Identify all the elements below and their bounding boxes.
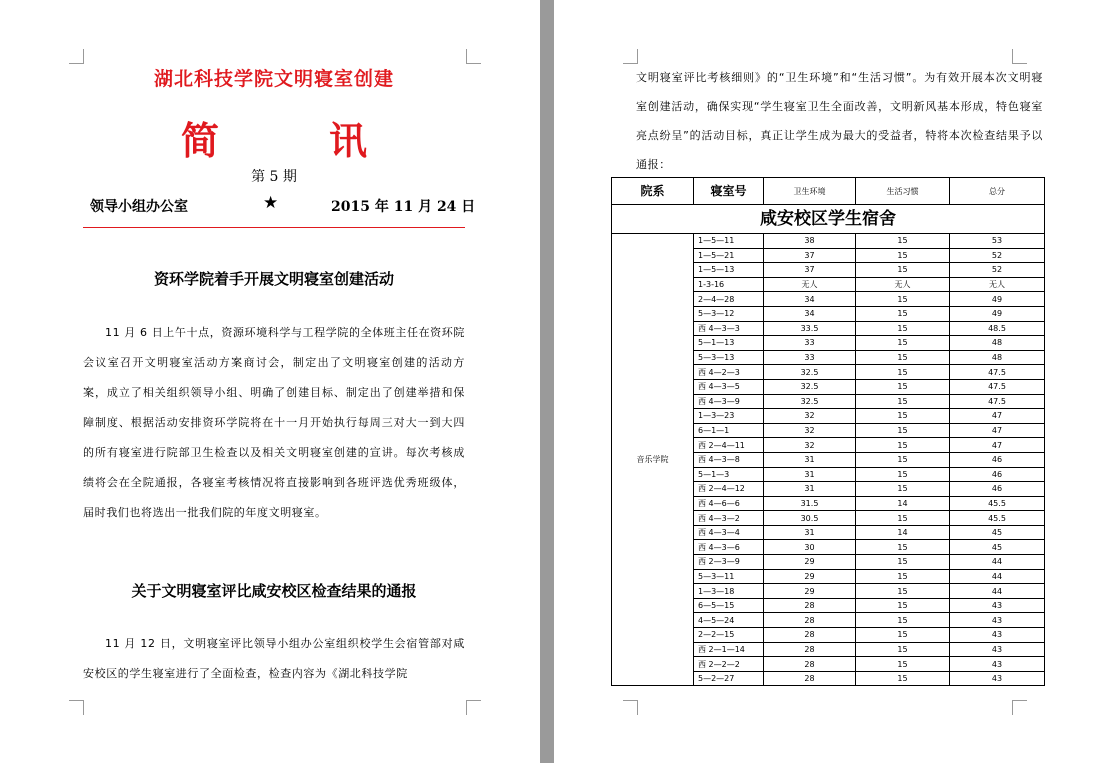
habits-score-cell: 15 bbox=[856, 365, 950, 380]
hygiene-score-cell: 28 bbox=[764, 657, 856, 672]
total-score-cell: 53 bbox=[950, 234, 1045, 249]
habits-score-cell: 15 bbox=[856, 467, 950, 482]
total-score-cell: 43 bbox=[950, 613, 1045, 628]
total-score-cell: 49 bbox=[950, 306, 1045, 321]
inspection-results-table bbox=[611, 177, 1045, 686]
total-score-cell: 45.5 bbox=[950, 496, 1045, 511]
total-score-cell: 48.5 bbox=[950, 321, 1045, 336]
room-cell: 6—5—15 bbox=[694, 598, 764, 613]
total-score-cell: 43 bbox=[950, 657, 1045, 672]
hygiene-score-cell: 31 bbox=[764, 467, 856, 482]
habits-score-cell: 15 bbox=[856, 628, 950, 643]
habits-score-cell: 15 bbox=[856, 394, 950, 409]
habits-score-cell: 15 bbox=[856, 438, 950, 453]
hygiene-score-cell: 31 bbox=[764, 482, 856, 497]
room-cell: 西 2—1—14 bbox=[694, 642, 764, 657]
margin-mark bbox=[466, 700, 481, 715]
habits-score-cell: 14 bbox=[856, 496, 950, 511]
room-cell: 西 4—3—3 bbox=[694, 321, 764, 336]
hygiene-score-cell: 31 bbox=[764, 525, 856, 540]
habits-score-cell: 15 bbox=[856, 248, 950, 263]
total-score-cell: 43 bbox=[950, 628, 1045, 643]
room-cell: 西 2—4—11 bbox=[694, 438, 764, 453]
habits-score-cell: 15 bbox=[856, 613, 950, 628]
room-cell: 5—1—3 bbox=[694, 467, 764, 482]
hygiene-score-cell: 33 bbox=[764, 336, 856, 351]
hygiene-score-cell: 37 bbox=[764, 248, 856, 263]
habits-score-cell: 无人 bbox=[856, 277, 950, 292]
margin-mark bbox=[623, 49, 638, 64]
habits-score-cell: 15 bbox=[856, 482, 950, 497]
header-total: 总分 bbox=[950, 178, 1045, 205]
room-cell: 西 4—3—8 bbox=[694, 452, 764, 467]
total-score-cell: 48 bbox=[950, 350, 1045, 365]
hygiene-score-cell: 30 bbox=[764, 540, 856, 555]
table-header-row bbox=[612, 178, 1045, 205]
margin-mark bbox=[1012, 49, 1027, 64]
hygiene-score-cell: 32.5 bbox=[764, 365, 856, 380]
total-score-cell: 47 bbox=[950, 423, 1045, 438]
total-score-cell: 47.5 bbox=[950, 394, 1045, 409]
habits-score-cell: 15 bbox=[856, 321, 950, 336]
hygiene-score-cell: 31.5 bbox=[764, 496, 856, 511]
college-cell: 音乐学院 bbox=[612, 234, 694, 686]
total-score-cell: 46 bbox=[950, 467, 1045, 482]
habits-score-cell: 15 bbox=[856, 263, 950, 278]
habits-score-cell: 15 bbox=[856, 409, 950, 424]
habits-score-cell: 15 bbox=[856, 306, 950, 321]
room-cell: 1—3—18 bbox=[694, 584, 764, 599]
hygiene-score-cell: 33 bbox=[764, 350, 856, 365]
header-habits: 生活习惯 bbox=[856, 178, 950, 205]
room-cell: 1-3-16 bbox=[694, 277, 764, 292]
hygiene-score-cell: 37 bbox=[764, 263, 856, 278]
room-cell: 4—5—24 bbox=[694, 613, 764, 628]
campus-title: 咸安校区学生宿舍 bbox=[612, 205, 1045, 234]
bulletin-title: 湖北科技学院文明寝室创建 bbox=[153, 68, 394, 90]
header-department: 院系 bbox=[612, 178, 694, 205]
margin-mark bbox=[623, 700, 638, 715]
total-score-cell: 52 bbox=[950, 248, 1045, 263]
margin-mark bbox=[466, 49, 481, 64]
habits-score-cell: 15 bbox=[856, 511, 950, 526]
room-cell: 5—3—12 bbox=[694, 306, 764, 321]
hygiene-score-cell: 29 bbox=[764, 555, 856, 570]
hygiene-score-cell: 31 bbox=[764, 452, 856, 467]
issue-date: 2015 年 11 月 24 日 bbox=[331, 199, 476, 215]
habits-score-cell: 15 bbox=[856, 540, 950, 555]
total-score-cell: 46 bbox=[950, 482, 1045, 497]
room-cell: 2—4—28 bbox=[694, 292, 764, 307]
habits-score-cell: 15 bbox=[856, 584, 950, 599]
total-score-cell: 48 bbox=[950, 336, 1045, 351]
habits-score-cell: 15 bbox=[856, 569, 950, 584]
article-2-continued: 文明寝室评比考核细则》的“卫生环境”和“生活习惯”。为有效开展本次文明寝室创建活动，确保实现“学生寝室卫生全面改善，文明新风基本形成，特色寝室亮点纷呈”的活动目标，真正让学生成为最大的受益者，特将本次检查结果予以通报： bbox=[636, 71, 1043, 171]
total-score-cell: 43 bbox=[950, 642, 1045, 657]
total-score-cell: 47 bbox=[950, 409, 1045, 424]
habits-score-cell: 15 bbox=[856, 657, 950, 672]
room-cell: 1—5—11 bbox=[694, 234, 764, 249]
hygiene-score-cell: 33.5 bbox=[764, 321, 856, 336]
issue-number: 第 5 期 bbox=[251, 169, 297, 185]
habits-score-cell: 15 bbox=[856, 336, 950, 351]
article-1-body: 11 月 6 日上午十点，资源环境科学与工程学院的全体班主任在资环院会议室召开文明寝室活动方案商讨会，制定出了文明寝室创建的活动方案，成立了相关组织领导小组、明确了创建目标、制定出了创建举措和保障制度、根据活动安排资环学院将在十一月开始执行每周三对大一到大四的所有寝室进行院部卫生检查以及相关文明寝室创建的宣讲。每次考核成绩将会在全院通报，各寝室考核情况将直接影响到各班评选优秀班级体，届时我们也将选出一批我们院的年度文明寝室。 bbox=[83, 326, 465, 519]
hygiene-score-cell: 30.5 bbox=[764, 511, 856, 526]
table-row bbox=[612, 234, 1045, 249]
habits-score-cell: 15 bbox=[856, 423, 950, 438]
hygiene-score-cell: 32 bbox=[764, 423, 856, 438]
room-cell: 5—3—13 bbox=[694, 350, 764, 365]
hygiene-score-cell: 32 bbox=[764, 409, 856, 424]
hygiene-score-cell: 28 bbox=[764, 628, 856, 643]
room-cell: 西 2—2—2 bbox=[694, 657, 764, 672]
room-cell: 5—1—13 bbox=[694, 336, 764, 351]
article-2-body: 11 月 12 日，文明寝室评比领导小组办公室组织校学生会宿管部对咸安校区的学生寝室进行了全面检查，检查内容为《湖北科技学院 bbox=[83, 637, 465, 680]
total-score-cell: 46 bbox=[950, 452, 1045, 467]
room-cell: 西 2—4—12 bbox=[694, 482, 764, 497]
total-score-cell: 47.5 bbox=[950, 365, 1045, 380]
bulletin-name: 简 讯 bbox=[180, 118, 403, 163]
total-score-cell: 45.5 bbox=[950, 511, 1045, 526]
hygiene-score-cell: 32.5 bbox=[764, 379, 856, 394]
room-cell: 6—1—1 bbox=[694, 423, 764, 438]
room-cell: 2—2—15 bbox=[694, 628, 764, 643]
habits-score-cell: 15 bbox=[856, 598, 950, 613]
room-cell: 西 4—3—4 bbox=[694, 525, 764, 540]
room-cell: 西 4—3—6 bbox=[694, 540, 764, 555]
room-cell: 1—5—13 bbox=[694, 263, 764, 278]
habits-score-cell: 15 bbox=[856, 555, 950, 570]
total-score-cell: 无人 bbox=[950, 277, 1045, 292]
hygiene-score-cell: 38 bbox=[764, 234, 856, 249]
hygiene-score-cell: 28 bbox=[764, 598, 856, 613]
habits-score-cell: 15 bbox=[856, 292, 950, 307]
margin-mark bbox=[69, 49, 84, 64]
hygiene-score-cell: 34 bbox=[764, 306, 856, 321]
article-2-title: 关于文明寝室评比咸安校区检查结果的通报 bbox=[131, 582, 417, 600]
article-1-title: 资环学院着手开展文明寝室创建活动 bbox=[153, 270, 394, 288]
habits-score-cell: 15 bbox=[856, 379, 950, 394]
room-cell: 西 4—3—9 bbox=[694, 394, 764, 409]
room-cell: 西 4—2—3 bbox=[694, 365, 764, 380]
total-score-cell: 47.5 bbox=[950, 379, 1045, 394]
habits-score-cell: 15 bbox=[856, 350, 950, 365]
room-cell: 5—3—11 bbox=[694, 569, 764, 584]
room-cell: 1—3—23 bbox=[694, 409, 764, 424]
header-room: 寝室号 bbox=[694, 178, 764, 205]
margin-mark bbox=[1012, 700, 1027, 715]
habits-score-cell: 14 bbox=[856, 525, 950, 540]
hygiene-score-cell: 32.5 bbox=[764, 394, 856, 409]
hygiene-score-cell: 无人 bbox=[764, 277, 856, 292]
total-score-cell: 45 bbox=[950, 540, 1045, 555]
hygiene-score-cell: 32 bbox=[764, 438, 856, 453]
hygiene-score-cell: 29 bbox=[764, 584, 856, 599]
hygiene-score-cell: 29 bbox=[764, 569, 856, 584]
hygiene-score-cell: 28 bbox=[764, 671, 856, 686]
total-score-cell: 43 bbox=[950, 598, 1045, 613]
total-score-cell: 52 bbox=[950, 263, 1045, 278]
hygiene-score-cell: 28 bbox=[764, 613, 856, 628]
room-cell: 西 4—6—6 bbox=[694, 496, 764, 511]
total-score-cell: 44 bbox=[950, 584, 1045, 599]
total-score-cell: 44 bbox=[950, 555, 1045, 570]
room-cell: 1—5—21 bbox=[694, 248, 764, 263]
issuing-office: 领导小组办公室 bbox=[90, 199, 188, 215]
habits-score-cell: 15 bbox=[856, 671, 950, 686]
habits-score-cell: 15 bbox=[856, 642, 950, 657]
room-cell: 西 4—3—2 bbox=[694, 511, 764, 526]
room-cell: 西 2—3—9 bbox=[694, 555, 764, 570]
total-score-cell: 45 bbox=[950, 525, 1045, 540]
total-score-cell: 44 bbox=[950, 569, 1045, 584]
margin-mark bbox=[69, 700, 84, 715]
total-score-cell: 47 bbox=[950, 438, 1045, 453]
header-hygiene: 卫生环境 bbox=[764, 178, 856, 205]
document-page-1 bbox=[0, 0, 540, 763]
campus-title-row bbox=[612, 205, 1045, 234]
hygiene-score-cell: 34 bbox=[764, 292, 856, 307]
red-divider bbox=[83, 227, 465, 228]
total-score-cell: 49 bbox=[950, 292, 1045, 307]
hygiene-score-cell: 28 bbox=[764, 642, 856, 657]
room-cell: 5—2—27 bbox=[694, 671, 764, 686]
total-score-cell: 43 bbox=[950, 671, 1045, 686]
star-icon: ★ bbox=[263, 193, 279, 213]
room-cell: 西 4—3—5 bbox=[694, 379, 764, 394]
habits-score-cell: 15 bbox=[856, 452, 950, 467]
habits-score-cell: 15 bbox=[856, 234, 950, 249]
